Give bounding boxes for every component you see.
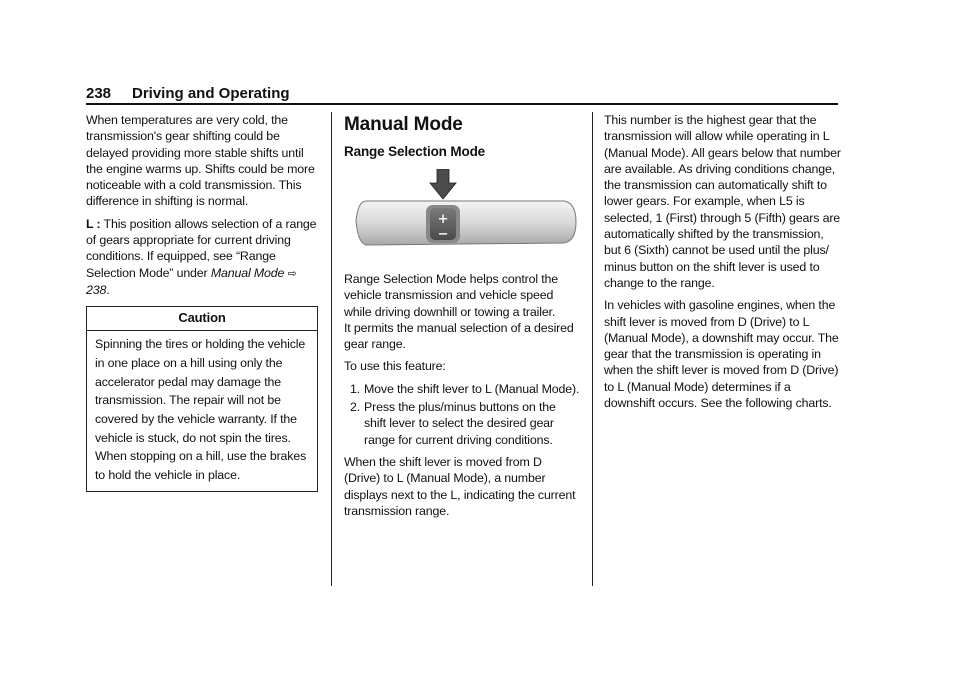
plus-symbol: +	[437, 212, 449, 227]
manual-selection-paragraph: It permits the manual selection of a desired gear range.	[344, 320, 574, 352]
shift-lever-illustration	[350, 169, 580, 259]
step-text: Press the plus/minus buttons on the shift lever to select the desired gear range for current driving conditions.	[364, 400, 556, 447]
minus-symbol: −	[437, 227, 449, 242]
column-3	[604, 112, 842, 417]
caution-text: Spinning the tires or holding the vehicle in one place on a hill using only the accelerator pedal may damage the transmission. The repair will not be covered by the vehicle warranty. If the vehicle is stuck, do not spin the tires. When stopping on a hill, use the brakes to hold the vehicle in place.	[95, 337, 307, 483]
column-1	[86, 112, 318, 492]
number-display-paragraph: When the shift lever is moved from D (Drive) to L (Manual Mode), a number displays next to the L, indicating the current transmission range.	[344, 454, 576, 518]
down-arrow-icon	[430, 169, 456, 199]
l-position-text: This position allows selection of a range of gears appropriate for current driving conditions. If equipped, see “Range Selection Mode” under	[86, 216, 317, 280]
section-heading: Manual Mode	[344, 114, 463, 135]
section-title: Driving and Operating	[132, 85, 290, 102]
cold-temperature-paragraph: When temperatures are very cold, the transmission's gear shifting could be delayed providing more stable shifts until the engine warms up. Shifts could be more noticeable with a cold transmission. This difference in shifting is normal.	[86, 113, 315, 209]
manual-mode-link-text: Manual Mode	[210, 265, 285, 280]
column-divider	[592, 112, 593, 586]
gasoline-engine-paragraph: In vehicles with gasoline engines, when the shift lever is moved from D (Drive) to L (Manual Mode), a downshift may occur. The gear that the transmission is operating in when the shift lever is moved from D (Drive) to L (Manual Mode) determines if a downshift occurs. See the following charts.	[604, 298, 839, 411]
subsection-heading: Range Selection Mode	[344, 144, 486, 159]
range-selection-paragraph: Range Selection Mode helps control the vehicle transmission and vehicle speed while driving downhill or towing a trailer.	[344, 272, 559, 319]
step-number: 2.	[350, 400, 361, 415]
list-item	[344, 381, 580, 397]
page-header	[86, 84, 838, 104]
use-feature-paragraph: To use this feature:	[344, 359, 446, 374]
sentence-end: .	[106, 282, 110, 297]
header-rule	[86, 103, 838, 105]
l-position-paragraph	[86, 216, 318, 298]
step-text: Move the shift lever to L (Manual Mode).	[364, 381, 580, 396]
list-item	[344, 399, 580, 448]
lever-body	[356, 201, 576, 245]
manual-mode-link-page: 238	[86, 282, 107, 297]
column-2	[344, 112, 580, 525]
steps-list	[344, 381, 580, 448]
shift-lever-figure	[350, 169, 580, 259]
caution-box	[86, 306, 318, 492]
l-position-label: L :	[86, 216, 101, 231]
page-number: 238	[86, 85, 112, 102]
step-number: 1.	[350, 381, 361, 396]
caution-title: Caution	[87, 307, 317, 331]
column-divider	[331, 112, 332, 586]
page-reference-icon: ⇨	[287, 267, 297, 280]
highest-gear-paragraph: This number is the highest gear that the transmission will allow while operating in L (Manual Mode). All gears below that number are available. As driving conditions change, the transmission can automatically shift to lower gears. For example, when L5 is selected, 1 (First) through 5 (Fifth) gears are automatically shifted by the transmission, but 6 (Sixth) cannot be used until the plus/ minus button on the shift lever is used to change to the range.	[604, 113, 841, 290]
